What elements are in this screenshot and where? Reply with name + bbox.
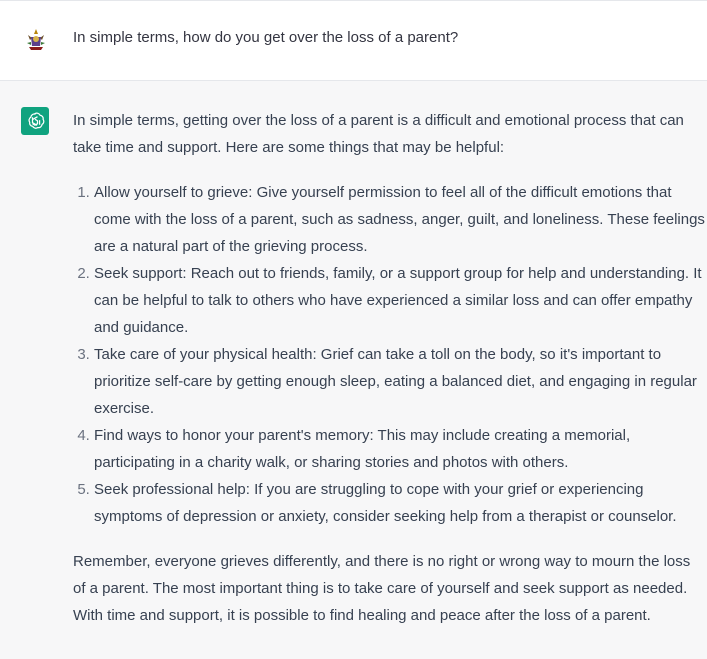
assistant-answer bbox=[73, 107, 705, 629]
answer-intro: In simple terms, getting over the loss of a parent is a difficult and emotional process that can take time and support. Here are some things that may be helpful: bbox=[73, 112, 684, 156]
list-item: 4. Find ways to honor your parent's memory: This may include creating a memorial, participating in a charity walk, or sharing stories and photos with others. bbox=[94, 422, 705, 476]
advice-list bbox=[73, 179, 705, 530]
list-item: 1. Allow yourself to grieve: Give yourself permission to feel all of the difficult emotions that come with the loss of a parent, such as sadness, anger, guilt, and loneliness. These feelings are a natural part of the grieving process. bbox=[94, 179, 705, 260]
list-item: 2. Seek support: Reach out to friends, family, or a support group for help and understanding. It can be helpful to talk to others who have experienced a similar loss and can offer empathy and guidance. bbox=[94, 260, 705, 341]
answer-closing: Remember, everyone grieves differently, and there is no right or wrong way to mourn the loss of a parent. The most important thing is to take care of yourself and seek support as needed. With time and support, it is possible to find healing and peace after the loss of a parent. bbox=[73, 553, 691, 624]
list-item: 3. Take care of your physical health: Grief can take a toll on the body, so it's important to prioritize self-care by getting enough sleep, eating a balanced diet, and engaging in regular exercise. bbox=[94, 341, 705, 422]
user-avatar-icon bbox=[22, 25, 50, 53]
user-message-row bbox=[0, 0, 707, 81]
list-item: 5. Seek professional help: If you are struggling to cope with your grief or experiencing symptoms of depression or anxiety, consider seeking help from a therapist or counselor. bbox=[94, 476, 705, 530]
assistant-message-row bbox=[0, 81, 707, 659]
user-message-text: In simple terms, how do you get over the loss of a parent? bbox=[73, 29, 459, 46]
openai-logo-icon bbox=[21, 107, 49, 135]
